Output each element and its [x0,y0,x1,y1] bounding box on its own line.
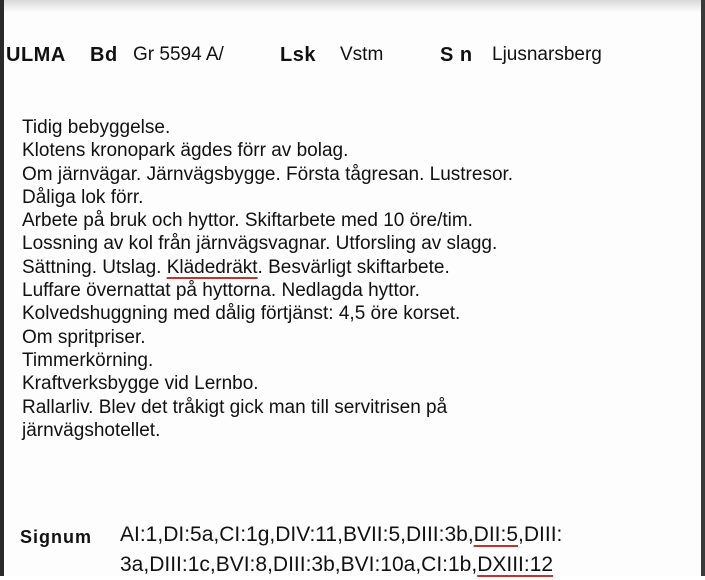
content-line: Lossning av kol från järnvägsvagnar. Utforsling av slagg. [22,233,498,255]
lsk-value: Vstm [340,44,384,65]
card-right-edge [701,0,705,576]
signum-line-2-pre: 3a,DIII:1c,BVI:8,DIII:3b,BVI:10a,CI:1b, [120,553,478,576]
signum-underlined-code: DXIII:12 [477,553,554,576]
content-line: Klotens kronopark ägdes förr av bolag. [22,140,349,162]
content-line: Om spritpriser. [22,326,146,348]
content-line-post: . Besvärligt skiftarbete. [257,256,450,278]
ulma-label: ULMA [6,44,66,66]
content-line: Luffare övernattat på hyttorna. Nedlagda hyttor. [22,280,420,302]
content-line: Tidig bebyggelse. [22,117,171,138]
card-top-edge [0,0,705,14]
signum-line-1-pre: AI:1,DI:5a,CI:1g,DIV:11,BVII:5,DIII:3b, [120,523,474,546]
content-line-pre: Sättning. Utslag. [22,256,167,278]
content-line: Timmerkörning. [22,349,154,371]
signum-line-1 [120,520,702,550]
lsk-label: Lsk [280,44,316,66]
content-line: Rallarliv. Blev det tråkigt gick man till servitrisen på [22,396,448,418]
content-line [22,256,692,279]
content-line: Kolvedshuggning med dålig förtjänst: 4,5 öre korset. [22,303,461,325]
underlined-term: Klädedräkt [166,256,258,278]
content-line: Kraftverksbygge vid Lernbo. [22,373,259,395]
signum-underlined-code: DII:5 [473,523,519,546]
sn-value: Ljusnarsberg [492,44,602,65]
content-line: järnvägshotellet. [22,419,161,441]
content-line: Arbete på bruk och hyttor. Skiftarbete med 10 öre/tim. [22,210,473,232]
bd-label: Bd [90,44,118,66]
signum-label: Signum [20,527,92,547]
sn-label: S n [440,44,473,66]
bd-value: Gr 5594 A/ [133,44,224,65]
content-line: Dåliga lok förr. [22,186,144,208]
content-lines [22,116,692,442]
card-left-edge [0,0,4,576]
content-line: Om järnvägar. Järnvägsbygge. Första tågresan. Lustresor. [22,163,514,185]
signum-codes [120,520,702,580]
signum-line-1-post: ,DIII: [518,523,563,546]
